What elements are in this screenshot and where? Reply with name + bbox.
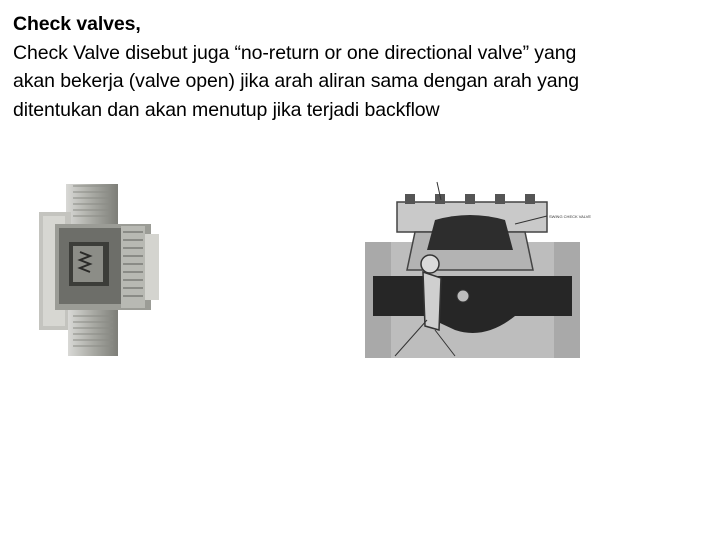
slide-title: Check valves, bbox=[13, 13, 141, 35]
figure-callout: SWING CHECK VALVE bbox=[549, 214, 592, 219]
swing-check-valve-image bbox=[365, 180, 592, 358]
body-line-2: akan bekerja (valve open) jika arah aliran sama dengan arah yang bbox=[13, 70, 579, 92]
check-valve-icon bbox=[35, 182, 160, 358]
inline-check-valve-image bbox=[35, 182, 160, 358]
text-block bbox=[13, 10, 713, 124]
body-line-1: Check Valve disebut juga “no-return or one directional valve” yang bbox=[13, 41, 577, 64]
swing-check-valve-icon bbox=[365, 180, 592, 358]
body-line-3: ditentukan dan akan menutup jika terjadi backflow bbox=[13, 98, 440, 121]
